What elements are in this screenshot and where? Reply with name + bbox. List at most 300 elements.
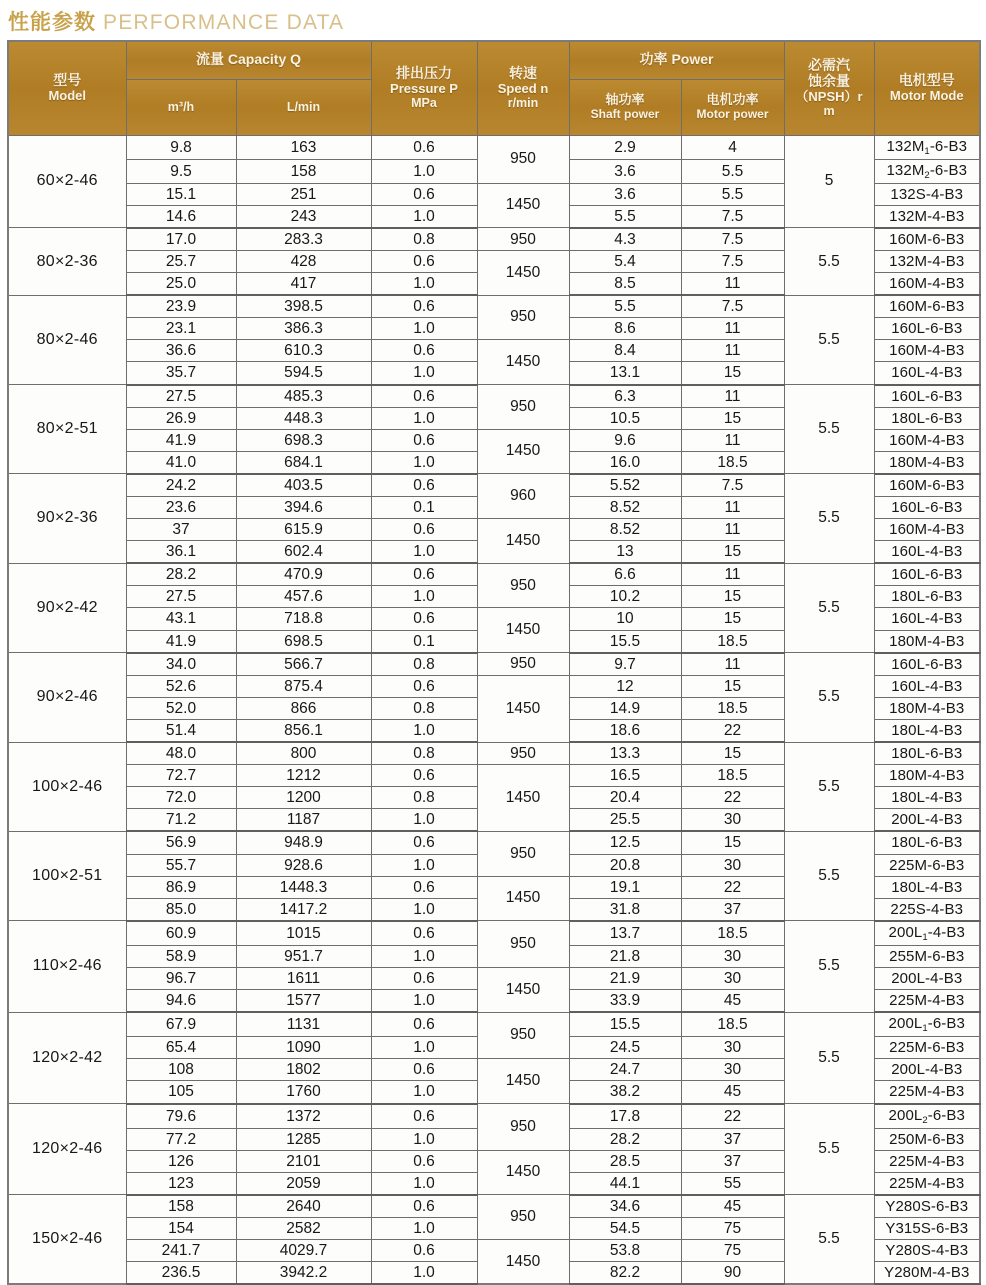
page-title-english: PERFORMANCE DATA	[103, 11, 345, 34]
cell-pressure: 0.8	[371, 228, 477, 251]
cell-motor-model: 180L-4-B3	[874, 719, 980, 742]
cell-motor-model: 160L-4-B3	[874, 608, 980, 630]
cell-capacity-m3h: 23.1	[126, 318, 236, 340]
cell-pressure: 0.6	[371, 385, 477, 408]
table-row	[8, 1104, 980, 1129]
cell-capacity-lmin: 594.5	[236, 362, 371, 385]
cell-shaft-power: 15.5	[569, 630, 681, 653]
cell-model: 120×2-46	[8, 1104, 126, 1195]
header-motor-model	[874, 41, 980, 135]
cell-motor-model: 225M-4-B3	[874, 1081, 980, 1104]
cell-capacity-m3h: 37	[126, 519, 236, 541]
cell-motor-model: 225M-6-B3	[874, 1037, 980, 1059]
cell-motor-model: 180L-4-B3	[874, 787, 980, 809]
cell-pressure: 0.6	[371, 921, 477, 946]
cell-pressure: 1.0	[371, 318, 477, 340]
cell-capacity-lmin: 428	[236, 250, 371, 272]
cell-pressure: 1.0	[371, 1172, 477, 1195]
cell-motor-power: 7.5	[681, 228, 784, 251]
cell-pressure: 1.0	[371, 898, 477, 921]
cell-motor-model: 160L-4-B3	[874, 541, 980, 564]
page-title-chinese: 性能参数	[8, 11, 96, 34]
cell-motor-power: 22	[681, 876, 784, 898]
cell-capacity-lmin: 1090	[236, 1037, 371, 1059]
cell-speed: 1450	[477, 765, 569, 832]
cell-capacity-m3h: 41.9	[126, 429, 236, 451]
cell-shaft-power: 13	[569, 541, 681, 564]
cell-pressure: 0.6	[371, 1059, 477, 1081]
cell-shaft-power: 3.6	[569, 183, 681, 205]
cell-shaft-power: 6.6	[569, 563, 681, 586]
cell-pressure: 1.0	[371, 990, 477, 1013]
table-row	[8, 1012, 980, 1037]
cell-motor-power: 18.5	[681, 765, 784, 787]
cell-capacity-m3h: 158	[126, 1195, 236, 1218]
cell-pressure: 0.6	[371, 250, 477, 272]
cell-npsh: 5.5	[784, 1104, 874, 1195]
cell-npsh: 5.5	[784, 653, 874, 742]
cell-capacity-m3h: 41.9	[126, 630, 236, 653]
cell-pressure: 0.8	[371, 653, 477, 676]
cell-motor-power: 7.5	[681, 295, 784, 318]
cell-motor-power: 7.5	[681, 250, 784, 272]
cell-npsh: 5.5	[784, 295, 874, 384]
cell-motor-model: $200L_1-6-B3$	[874, 1012, 980, 1037]
header-npsh-line3: （NPSH）r	[795, 88, 863, 104]
cell-speed: 950	[477, 385, 569, 430]
cell-motor-power: 55	[681, 1172, 784, 1195]
header-motor-power	[681, 79, 784, 135]
cell-shaft-power: 19.1	[569, 876, 681, 898]
cell-speed: 1450	[477, 340, 569, 385]
header-npsh-line2: 蚀余量	[808, 72, 850, 89]
cell-capacity-m3h: 27.5	[126, 385, 236, 408]
cell-motor-model: 225M-4-B3	[874, 1172, 980, 1195]
cell-npsh: 5	[784, 135, 874, 228]
header-shaft-power	[569, 79, 681, 135]
cell-pressure: 1.0	[371, 362, 477, 385]
cell-pressure: 0.6	[371, 340, 477, 362]
cell-capacity-m3h: 108	[126, 1059, 236, 1081]
cell-capacity-m3h: 94.6	[126, 990, 236, 1013]
cell-shaft-power: 28.2	[569, 1128, 681, 1150]
cell-motor-power: 22	[681, 719, 784, 742]
header-pressure-unit: MPa	[411, 96, 437, 111]
cell-speed: 1450	[477, 183, 569, 228]
cell-model: 90×2-36	[8, 474, 126, 563]
header-capacity-unit-lmin-label: L/min	[286, 100, 321, 114]
cell-pressure: 0.8	[371, 742, 477, 765]
cell-model: 100×2-46	[8, 742, 126, 831]
cell-npsh: 5.5	[784, 385, 874, 474]
cell-capacity-lmin: 243	[236, 205, 371, 228]
cell-speed: 1450	[477, 876, 569, 921]
cell-motor-power: 18.5	[681, 921, 784, 946]
cell-speed: 1450	[477, 608, 569, 653]
cell-speed: 950	[477, 1012, 569, 1059]
header-capacity-unit-lmin	[236, 79, 371, 135]
cell-model: 80×2-51	[8, 385, 126, 474]
cell-capacity-m3h: 85.0	[126, 898, 236, 921]
cell-motor-model: 255M-6-B3	[874, 945, 980, 967]
cell-speed: 950	[477, 742, 569, 765]
cell-capacity-lmin: 485.3	[236, 385, 371, 408]
cell-shaft-power: 25.5	[569, 809, 681, 832]
cell-capacity-lmin: 398.5	[236, 295, 371, 318]
header-capacity-symbol: Q	[290, 51, 302, 68]
cell-capacity-m3h: 79.6	[126, 1104, 236, 1129]
cell-motor-power: 11	[681, 273, 784, 296]
cell-motor-power: 15	[681, 541, 784, 564]
cell-capacity-lmin: 1802	[236, 1059, 371, 1081]
cell-speed: 950	[477, 563, 569, 608]
header-power-group	[569, 41, 784, 79]
cell-capacity-m3h: 48.0	[126, 742, 236, 765]
cell-capacity-m3h: 41.0	[126, 451, 236, 474]
cell-capacity-m3h: 23.9	[126, 295, 236, 318]
cell-pressure: 0.6	[371, 967, 477, 989]
cell-pressure: 1.0	[371, 159, 477, 183]
cell-motor-model: 160L-4-B3	[874, 675, 980, 697]
cell-capacity-lmin: 1015	[236, 921, 371, 946]
page-title	[0, 0, 986, 40]
cell-motor-power: 5.5	[681, 159, 784, 183]
cell-motor-power: 75	[681, 1218, 784, 1240]
cell-motor-power: 22	[681, 1104, 784, 1129]
cell-motor-model: 160L-6-B3	[874, 318, 980, 340]
cell-pressure: 0.6	[371, 1240, 477, 1262]
cell-motor-model: $132M_2-6-B3$	[874, 159, 980, 183]
cell-motor-power: 22	[681, 787, 784, 809]
cell-capacity-m3h: 56.9	[126, 831, 236, 854]
header-speed-cn: 转速	[509, 65, 537, 82]
cell-pressure: 0.6	[371, 474, 477, 497]
cell-motor-model: Y280M-4-B3	[874, 1262, 980, 1285]
cell-capacity-m3h: 77.2	[126, 1128, 236, 1150]
cell-motor-model: 180M-4-B3	[874, 697, 980, 719]
table-row	[8, 135, 980, 159]
cell-motor-model: 225S-4-B3	[874, 898, 980, 921]
header-model	[8, 41, 126, 135]
cell-shaft-power: 8.52	[569, 519, 681, 541]
cell-pressure: 1.0	[371, 407, 477, 429]
cell-speed: 950	[477, 295, 569, 340]
cell-capacity-m3h: 55.7	[126, 854, 236, 876]
cell-shaft-power: 8.5	[569, 273, 681, 296]
cell-motor-model: 160M-4-B3	[874, 429, 980, 451]
cell-motor-model: 180L-6-B3	[874, 586, 980, 608]
cell-pressure: 0.6	[371, 1150, 477, 1172]
cell-capacity-lmin: 1187	[236, 809, 371, 832]
cell-capacity-lmin: 2101	[236, 1150, 371, 1172]
cell-capacity-m3h: 23.6	[126, 497, 236, 519]
cell-motor-power: 30	[681, 1059, 784, 1081]
cell-shaft-power: 38.2	[569, 1081, 681, 1104]
cell-shaft-power: 16.0	[569, 451, 681, 474]
cell-model: 80×2-46	[8, 295, 126, 384]
table-row	[8, 742, 980, 765]
cell-motor-power: 45	[681, 990, 784, 1013]
cell-motor-power: 37	[681, 898, 784, 921]
cell-motor-model: 160M-6-B3	[874, 228, 980, 251]
cell-speed: 950	[477, 228, 569, 251]
cell-capacity-m3h: 126	[126, 1150, 236, 1172]
header-pressure-cn: 排出压力	[396, 65, 452, 82]
cell-capacity-m3h: 96.7	[126, 967, 236, 989]
cell-motor-model: $200L_1-4-B3$	[874, 921, 980, 946]
header-shaft-power-cn: 轴功率	[605, 92, 645, 107]
cell-pressure: 0.6	[371, 429, 477, 451]
cell-npsh: 5.5	[784, 742, 874, 831]
cell-motor-power: 30	[681, 809, 784, 832]
cell-pressure: 1.0	[371, 1037, 477, 1059]
cell-motor-power: 30	[681, 1037, 784, 1059]
cell-motor-model: 225M-4-B3	[874, 1150, 980, 1172]
header-capacity-cn: 流量	[195, 51, 224, 68]
cell-motor-power: 90	[681, 1262, 784, 1285]
cell-shaft-power: 54.5	[569, 1218, 681, 1240]
cell-capacity-lmin: 470.9	[236, 563, 371, 586]
header-speed	[477, 41, 569, 135]
cell-pressure: 0.8	[371, 787, 477, 809]
cell-motor-power: 7.5	[681, 205, 784, 228]
cell-capacity-lmin: 3942.2	[236, 1262, 371, 1285]
cell-pressure: 0.6	[371, 563, 477, 586]
cell-capacity-m3h: 27.5	[126, 586, 236, 608]
cell-speed: 1450	[477, 967, 569, 1012]
cell-motor-model: 180M-4-B3	[874, 765, 980, 787]
cell-shaft-power: 10	[569, 608, 681, 630]
cell-capacity-m3h: 71.2	[126, 809, 236, 832]
header-capacity-unit-m3h-label: m³/h	[167, 100, 195, 114]
cell-pressure: 1.0	[371, 1262, 477, 1285]
cell-motor-model: 132S-4-B3	[874, 183, 980, 205]
cell-model: 120×2-42	[8, 1012, 126, 1103]
cell-shaft-power: 5.5	[569, 205, 681, 228]
cell-motor-power: 18.5	[681, 1012, 784, 1037]
cell-pressure: 0.6	[371, 135, 477, 159]
cell-pressure: 0.6	[371, 608, 477, 630]
cell-shaft-power: 20.4	[569, 787, 681, 809]
cell-capacity-m3h: 17.0	[126, 228, 236, 251]
cell-capacity-m3h: 105	[126, 1081, 236, 1104]
cell-motor-model: 180L-4-B3	[874, 876, 980, 898]
cell-capacity-lmin: 698.3	[236, 429, 371, 451]
cell-motor-model: 160M-6-B3	[874, 474, 980, 497]
header-npsh-line1: 必需汽	[808, 57, 850, 74]
cell-speed: 1450	[477, 519, 569, 564]
cell-capacity-lmin: 856.1	[236, 719, 371, 742]
cell-shaft-power: 53.8	[569, 1240, 681, 1262]
cell-pressure: 0.6	[371, 183, 477, 205]
cell-capacity-m3h: 14.6	[126, 205, 236, 228]
cell-npsh: 5.5	[784, 1195, 874, 1284]
cell-capacity-lmin: 1372	[236, 1104, 371, 1129]
cell-shaft-power: 82.2	[569, 1262, 681, 1285]
cell-motor-power: 4	[681, 135, 784, 159]
cell-capacity-m3h: 86.9	[126, 876, 236, 898]
cell-speed: 950	[477, 921, 569, 968]
cell-capacity-lmin: 602.4	[236, 541, 371, 564]
cell-shaft-power: 33.9	[569, 990, 681, 1013]
cell-capacity-m3h: 65.4	[126, 1037, 236, 1059]
cell-shaft-power: 5.5	[569, 295, 681, 318]
cell-capacity-lmin: 1577	[236, 990, 371, 1013]
cell-speed: 960	[477, 474, 569, 519]
cell-capacity-lmin: 283.3	[236, 228, 371, 251]
cell-motor-power: 45	[681, 1081, 784, 1104]
cell-capacity-lmin: 615.9	[236, 519, 371, 541]
cell-capacity-m3h: 241.7	[126, 1240, 236, 1262]
cell-shaft-power: 10.5	[569, 407, 681, 429]
cell-motor-power: 18.5	[681, 697, 784, 719]
cell-npsh: 5.5	[784, 563, 874, 652]
cell-motor-model: Y280S-4-B3	[874, 1240, 980, 1262]
header-speed-en: Speed n	[497, 80, 549, 96]
cell-capacity-m3h: 35.7	[126, 362, 236, 385]
header-capacity-group	[126, 41, 371, 79]
header-model-en: Model	[48, 87, 87, 103]
header-pressure	[371, 41, 477, 135]
cell-capacity-m3h: 60.9	[126, 921, 236, 946]
cell-shaft-power: 21.8	[569, 945, 681, 967]
cell-capacity-lmin: 1131	[236, 1012, 371, 1037]
cell-capacity-lmin: 610.3	[236, 340, 371, 362]
cell-motor-power: 15	[681, 586, 784, 608]
cell-capacity-m3h: 67.9	[126, 1012, 236, 1037]
cell-capacity-m3h: 236.5	[126, 1262, 236, 1285]
cell-motor-power: 11	[681, 429, 784, 451]
cell-capacity-lmin: 1760	[236, 1081, 371, 1104]
cell-motor-power: 30	[681, 967, 784, 989]
cell-capacity-lmin: 1611	[236, 967, 371, 989]
cell-pressure: 0.6	[371, 295, 477, 318]
cell-capacity-lmin: 1285	[236, 1128, 371, 1150]
cell-model: 90×2-46	[8, 653, 126, 742]
cell-motor-power: 11	[681, 497, 784, 519]
cell-shaft-power: 24.5	[569, 1037, 681, 1059]
cell-motor-model: Y315S-6-B3	[874, 1218, 980, 1240]
cell-shaft-power: 17.8	[569, 1104, 681, 1129]
cell-motor-model: 160L-6-B3	[874, 385, 980, 408]
cell-capacity-lmin: 951.7	[236, 945, 371, 967]
cell-motor-power: 15	[681, 362, 784, 385]
cell-model: 100×2-51	[8, 831, 126, 920]
cell-npsh: 5.5	[784, 474, 874, 563]
cell-pressure: 0.6	[371, 831, 477, 854]
cell-pressure: 0.6	[371, 519, 477, 541]
cell-motor-model: 180M-4-B3	[874, 630, 980, 653]
cell-shaft-power: 5.4	[569, 250, 681, 272]
cell-pressure: 1.0	[371, 541, 477, 564]
cell-capacity-lmin: 1200	[236, 787, 371, 809]
table-row	[8, 385, 980, 408]
cell-speed: 1450	[477, 675, 569, 742]
cell-capacity-m3h: 34.0	[126, 653, 236, 676]
cell-motor-power: 45	[681, 1195, 784, 1218]
cell-motor-model: 200L-4-B3	[874, 809, 980, 832]
cell-capacity-lmin: 2582	[236, 1218, 371, 1240]
cell-motor-model: 225M-6-B3	[874, 854, 980, 876]
cell-pressure: 0.6	[371, 876, 477, 898]
cell-shaft-power: 24.7	[569, 1059, 681, 1081]
cell-shaft-power: 14.9	[569, 697, 681, 719]
cell-capacity-lmin: 1448.3	[236, 876, 371, 898]
cell-capacity-lmin: 566.7	[236, 653, 371, 676]
cell-pressure: 1.0	[371, 809, 477, 832]
cell-pressure: 1.0	[371, 273, 477, 296]
header-motor-model-en: Motor Mode	[889, 87, 964, 103]
cell-speed: 950	[477, 1195, 569, 1240]
cell-speed: 1450	[477, 1240, 569, 1285]
cell-motor-power: 15	[681, 407, 784, 429]
cell-model: 110×2-46	[8, 921, 126, 1012]
table-row	[8, 228, 980, 251]
cell-motor-model: 250M-6-B3	[874, 1128, 980, 1150]
cell-shaft-power: 8.6	[569, 318, 681, 340]
cell-shaft-power: 8.52	[569, 497, 681, 519]
cell-motor-power: 11	[681, 519, 784, 541]
cell-pressure: 1.0	[371, 205, 477, 228]
cell-motor-model: 160L-4-B3	[874, 362, 980, 385]
cell-capacity-lmin: 928.6	[236, 854, 371, 876]
cell-capacity-lmin: 394.6	[236, 497, 371, 519]
cell-capacity-m3h: 26.9	[126, 407, 236, 429]
header-power-cn: 功率	[639, 51, 668, 68]
cell-capacity-m3h: 52.0	[126, 697, 236, 719]
cell-capacity-m3h: 36.6	[126, 340, 236, 362]
cell-capacity-lmin: 163	[236, 135, 371, 159]
cell-capacity-lmin: 866	[236, 697, 371, 719]
cell-capacity-lmin: 457.6	[236, 586, 371, 608]
cell-motor-power: 11	[681, 318, 784, 340]
cell-shaft-power: 16.5	[569, 765, 681, 787]
cell-capacity-m3h: 58.9	[126, 945, 236, 967]
cell-motor-model: 225M-4-B3	[874, 990, 980, 1013]
cell-capacity-m3h: 25.7	[126, 250, 236, 272]
cell-shaft-power: 31.8	[569, 898, 681, 921]
cell-motor-power: 75	[681, 1240, 784, 1262]
cell-npsh: 5.5	[784, 921, 874, 1012]
cell-model: 80×2-36	[8, 228, 126, 295]
cell-shaft-power: 13.1	[569, 362, 681, 385]
cell-motor-model: 160L-6-B3	[874, 563, 980, 586]
cell-speed: 950	[477, 135, 569, 183]
cell-npsh: 5.5	[784, 228, 874, 295]
cell-model: 90×2-42	[8, 563, 126, 652]
cell-motor-model: 200L-4-B3	[874, 967, 980, 989]
cell-capacity-lmin: 698.5	[236, 630, 371, 653]
cell-capacity-m3h: 25.0	[126, 273, 236, 296]
table-row	[8, 831, 980, 854]
cell-motor-model: $200L_2-6-B3$	[874, 1104, 980, 1129]
header-model-cn: 型号	[53, 72, 82, 89]
table-row	[8, 921, 980, 946]
cell-shaft-power: 9.6	[569, 429, 681, 451]
cell-capacity-m3h: 43.1	[126, 608, 236, 630]
cell-pressure: 1.0	[371, 451, 477, 474]
table-row	[8, 563, 980, 586]
cell-capacity-lmin: 948.9	[236, 831, 371, 854]
cell-capacity-lmin: 800	[236, 742, 371, 765]
cell-capacity-m3h: 72.0	[126, 787, 236, 809]
cell-motor-power: 15	[681, 831, 784, 854]
cell-motor-power: 15	[681, 675, 784, 697]
cell-shaft-power: 13.7	[569, 921, 681, 946]
cell-capacity-lmin: 448.3	[236, 407, 371, 429]
cell-capacity-lmin: 1417.2	[236, 898, 371, 921]
table-row	[8, 653, 980, 676]
